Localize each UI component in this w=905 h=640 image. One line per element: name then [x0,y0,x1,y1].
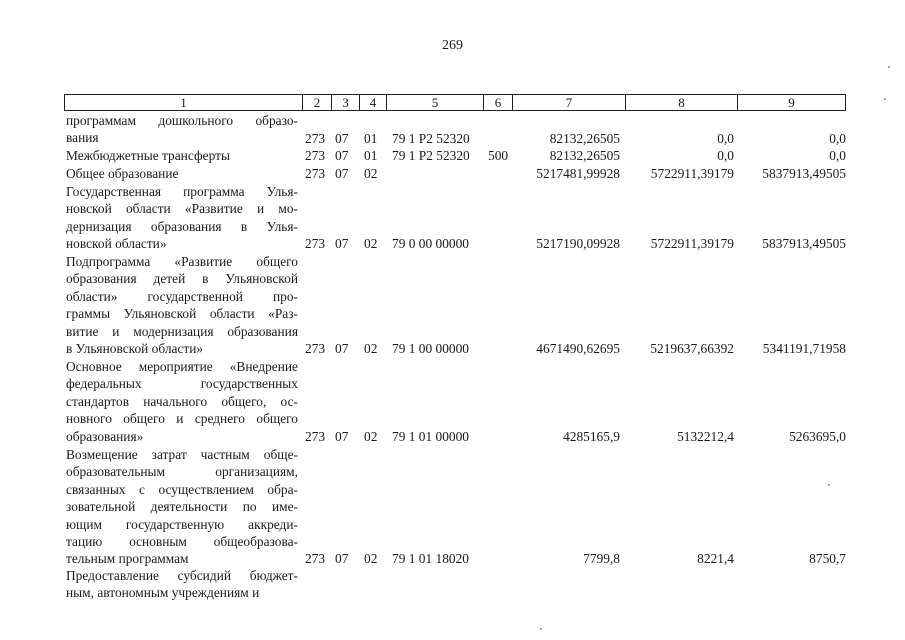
header-col-2: 2 [302,94,332,111]
row-name-line: образовательным организациям, [66,464,298,480]
scan-dot [828,484,830,486]
cell-c2: 273 [305,131,326,146]
cell-c4: 02 [364,428,378,444]
row-name [66,446,298,568]
header-col-7: 7 [512,94,626,111]
row-name-line: Возмещение затрат частным обще- [66,447,298,462]
cell-c3: 07 [335,131,349,146]
cell-c4: 02 [364,341,378,356]
row-name [66,567,298,602]
row-name [66,358,298,445]
row-name-line: федеральных государственных [66,376,298,392]
row-name-line: новской области «Развитие и мо- [66,201,298,217]
cell-c8: 5722911,39179 [650,166,734,181]
cell-c6: 500 [488,148,509,163]
cell-c3: 07 [335,428,349,444]
row-name [66,165,298,182]
cell-c4: 02 [364,236,378,252]
table-header [64,94,846,111]
cell-c4: 02 [364,551,378,567]
cell-c8: 0,0 [717,148,734,163]
row-name-line: в Ульяновской области» [66,341,204,357]
header-col-6: 6 [483,94,513,111]
cell-c4: 01 [364,148,378,163]
row-name-line: вания [66,130,99,146]
cell-c7: 5217481,99928 [536,166,620,181]
header-col-4: 4 [359,94,387,111]
cell-c7: 4285165,9 [563,428,620,444]
row-name-line: образования детей в Ульяновской [66,271,298,287]
cell-c7: 7799,8 [583,551,620,567]
row-name-line: Межбюджетные трансферты [66,148,230,163]
row-name-line: Государственная программа Улья- [66,184,298,199]
row-name-line: связанных с осуществлением обра- [66,481,298,497]
cell-c5: 79 1 00 00000 [392,341,469,356]
row-name-line: граммы Ульяновской области «Раз- [66,306,298,322]
cell-c3: 07 [335,236,349,252]
row-name-line: программам дошкольного образо- [66,113,298,128]
cell-c7: 82132,26505 [549,131,620,146]
cell-c3: 07 [335,341,349,356]
row-name-line: Основное мероприятие «Внедрение [66,359,298,374]
row-name-line: новской области» [66,236,167,252]
cell-c4: 01 [364,131,378,146]
row-name-line: ющим государственную аккреди- [66,516,298,532]
cell-c3: 07 [335,551,349,567]
row-name-line: области» государственной про- [66,288,298,304]
row-name-line: Подпрограмма «Развитие общего [66,254,298,269]
cell-c8: 5132212,4 [677,428,734,444]
row-name-line: тельным программам [66,551,189,567]
cell-c5: 79 1 P2 52320 [392,131,470,146]
cell-c7: 82132,26505 [549,148,620,163]
row-name-line: новного общего и среднего общего [66,411,298,427]
cell-c2: 273 [305,236,326,252]
row-name-line: дернизация образования в Улья- [66,218,298,234]
cell-c2: 273 [305,148,326,163]
scan-dot [884,98,886,100]
header-col-8: 8 [625,94,738,111]
header-col-1: 1 [64,94,303,111]
cell-c8: 5219637,66392 [650,341,734,356]
cell-c3: 07 [335,148,349,163]
row-name [66,253,298,357]
row-name-line: тацию основным общеобразова- [66,534,298,550]
scan-dot [540,628,542,630]
cell-c9: 5837913,49505 [762,166,846,181]
page-number: 269 [442,38,463,53]
cell-c3: 07 [335,166,349,181]
cell-c2: 273 [305,428,326,444]
cell-c8: 8221,4 [697,551,734,567]
cell-c5: 79 1 P2 52320 [392,148,470,163]
cell-c4: 02 [364,166,378,181]
cell-c9: 0,0 [829,131,846,146]
row-name-line: витие и модернизация образования [66,323,298,339]
cell-c9: 5341191,71958 [762,341,846,356]
header-col-5: 5 [386,94,484,111]
cell-c5: 79 1 01 00000 [392,428,469,444]
cell-c2: 273 [305,166,326,181]
row-name-line: Общее образование [66,166,179,181]
cell-c5: 79 0 00 00000 [392,236,469,252]
cell-c8: 0,0 [717,131,734,146]
row-name [66,112,298,147]
row-name [66,147,298,164]
row-name [66,183,298,253]
cell-c9: 8750,7 [809,551,846,567]
cell-c9: 5263695,0 [789,428,846,444]
cell-c5: 79 1 01 18020 [392,551,469,567]
row-name-line: стандартов начального общего, ос- [66,393,298,409]
row-name-line: зовательной деятельности по име- [66,499,298,515]
cell-c9: 5837913,49505 [762,236,846,252]
cell-c7: 4671490,62695 [536,341,620,356]
row-name-line: ным, автономным учреждениям и [66,585,260,601]
row-name-line: Предоставление субсидий бюджет- [66,568,298,583]
cell-c8: 5722911,39179 [650,236,734,252]
row-name-line: образования» [66,428,144,444]
header-col-3: 3 [331,94,360,111]
cell-c2: 273 [305,551,326,567]
header-col-9: 9 [737,94,846,111]
cell-c7: 5217190,09928 [536,236,620,252]
cell-c2: 273 [305,341,326,356]
cell-c9: 0,0 [829,148,846,163]
scan-dot [888,66,890,68]
